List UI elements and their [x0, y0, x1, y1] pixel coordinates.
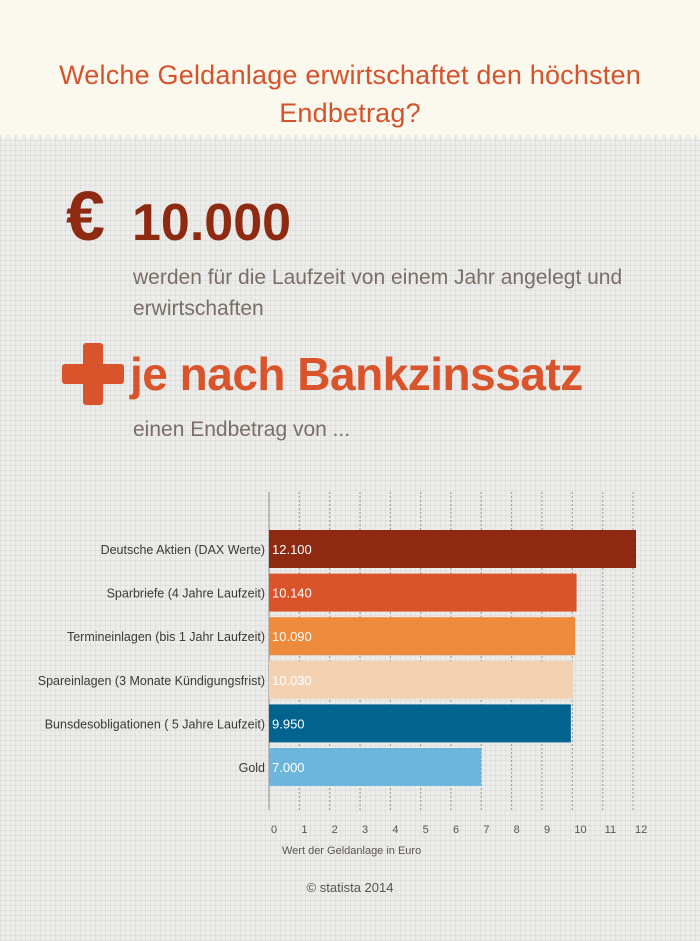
category-label: Termineinlagen (bis 1 Jahr Laufzeit)	[66, 630, 265, 645]
bar	[269, 574, 577, 612]
x-tick-label: 0	[271, 824, 278, 836]
headline: je nach Bankzinssatz	[130, 348, 583, 400]
x-tick-label: 12	[635, 824, 648, 836]
amount-value: 10.000	[132, 194, 292, 252]
x-tick-label: 8	[513, 824, 520, 836]
bar	[269, 704, 571, 742]
x-tick-label: 7	[483, 824, 490, 836]
x-tick-label: 3	[362, 824, 369, 836]
bar-data-label: 9.950	[272, 716, 305, 732]
category-label: Deutsche Aktien (DAX Werte)	[100, 543, 265, 557]
euro-icon: €	[66, 177, 105, 255]
x-tick-label: 4	[392, 824, 399, 836]
x-tick-label: 1	[301, 824, 308, 836]
x-tick-label: 6	[453, 824, 460, 836]
bar-data-label: 10.090	[272, 629, 312, 645]
bar	[269, 661, 573, 699]
plus-icon	[62, 343, 124, 405]
x-tick-label: 10	[574, 824, 587, 836]
x-tick-label: 2	[331, 824, 338, 836]
intro-text: werden für die Laufzeit von einem Jahr angelegt und erwirtschaften	[133, 266, 623, 320]
result-intro-text: einen Endbetrag von ...	[133, 418, 351, 441]
category-label: Bunsdesobligationen ( 5 Jahre Laufzeit)	[44, 717, 265, 732]
bar-chart	[0, 480, 700, 870]
x-tick-label: 5	[422, 824, 429, 836]
bar	[269, 530, 636, 568]
bar-data-label: 12.100	[272, 542, 312, 557]
x-tick-label: 11	[604, 824, 617, 836]
zigzag-edge	[0, 134, 700, 144]
bar-data-label: 10.030	[272, 672, 312, 688]
x-tick-label: 9	[544, 824, 551, 836]
category-label: Spareinlagen (3 Monate Kündigungsfrist)	[37, 673, 265, 688]
bar	[269, 617, 575, 655]
page-title: Welche Geldanlage erwirtschaftet den höchsten Endbetrag?	[59, 60, 641, 128]
bar-data-label: 7.000	[272, 760, 305, 775]
source-credit: © statista 2014	[306, 880, 394, 895]
category-label: Sparbriefe (4 Jahre Laufzeit)	[106, 586, 265, 601]
x-axis-label: Wert der Geldanlage in Euro	[282, 845, 422, 857]
category-label: Gold	[238, 761, 265, 775]
bar-data-label: 10.140	[272, 585, 312, 601]
